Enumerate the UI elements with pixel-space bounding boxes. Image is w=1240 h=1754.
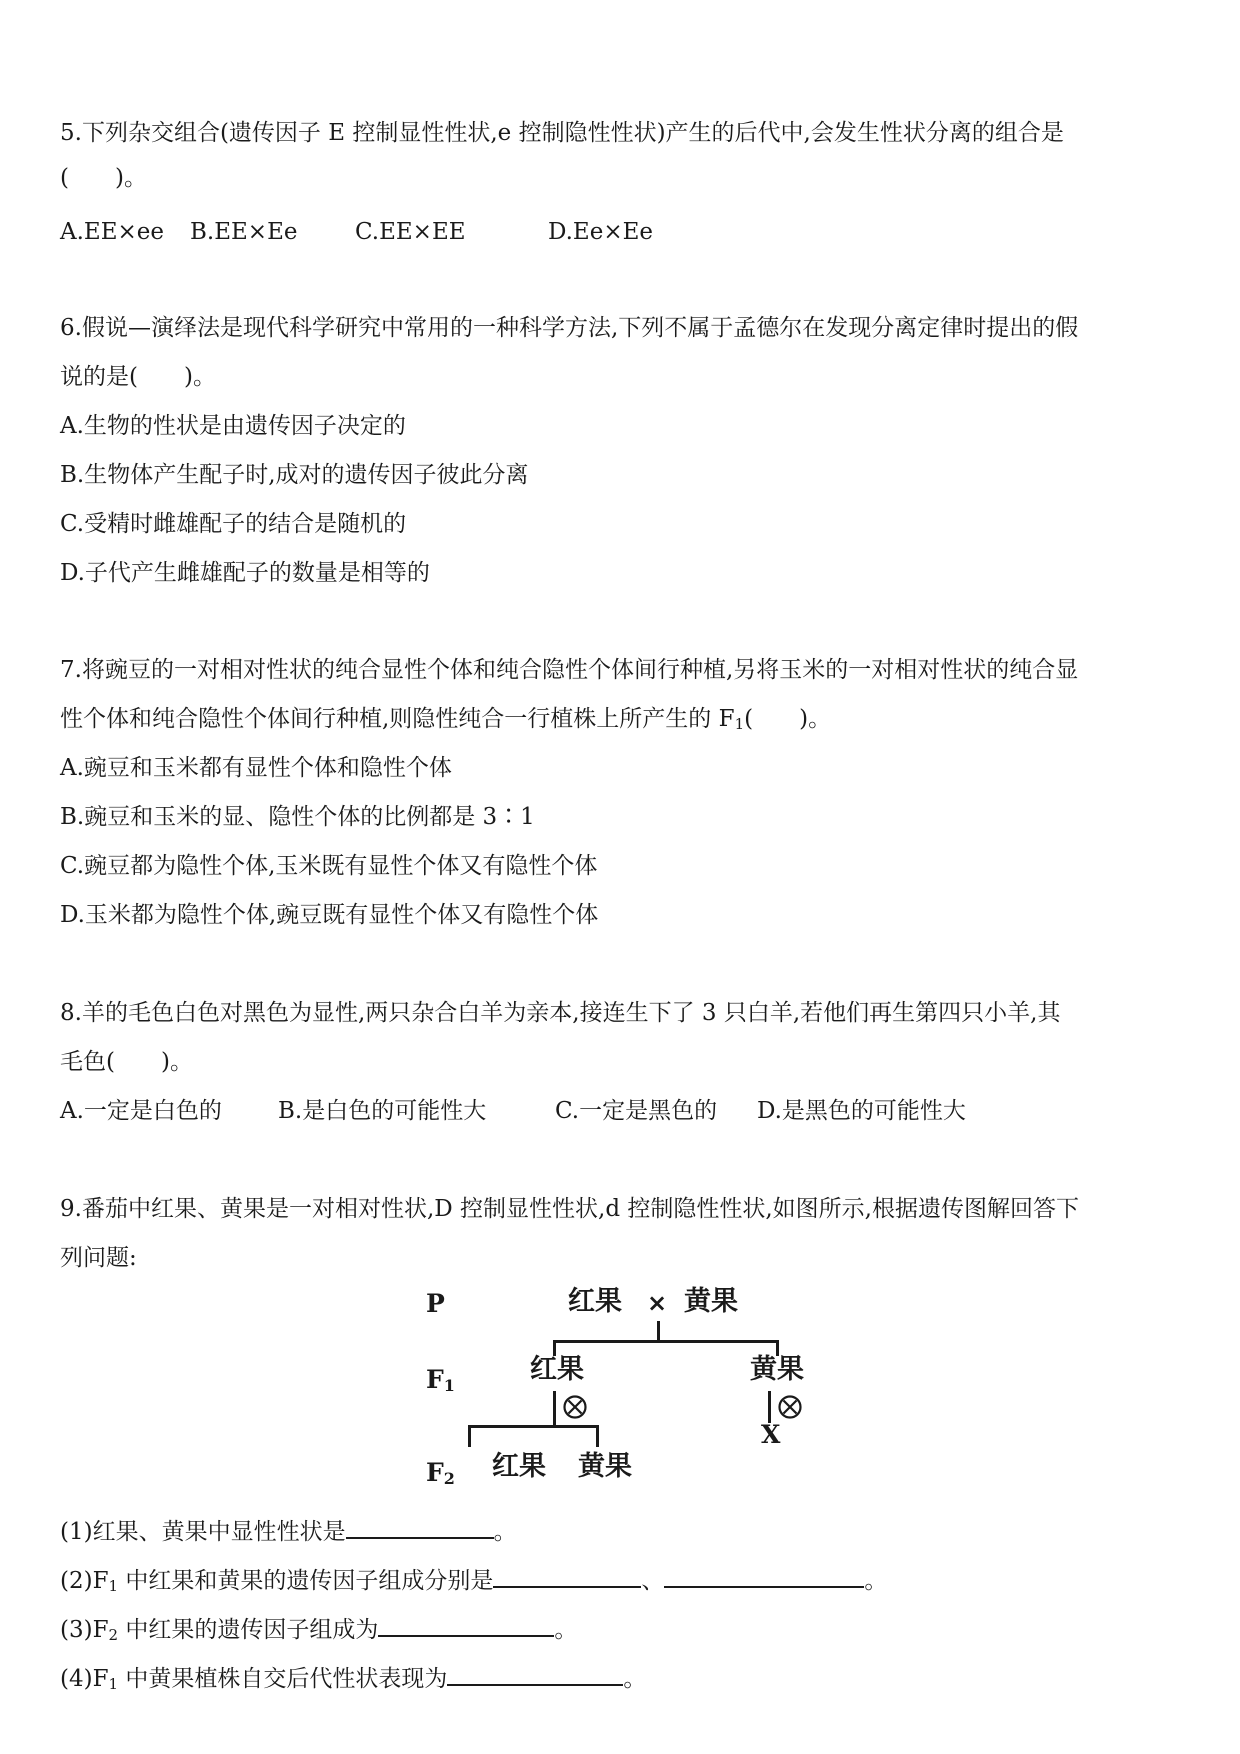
q9-sub2-answer-blank-2[interactable] (664, 1564, 864, 1588)
q9-sub4-end: 。 (623, 1666, 647, 1692)
q6-option-b: B.生物体产生配子时,成对的遗传因子彼此分离 (60, 462, 529, 488)
q9-sub3-prefix: (3)F (60, 1617, 109, 1643)
parent-yellow-fruit: 黄果 (684, 1286, 738, 1317)
q6-stem-line1: 6.假说—演绎法是现代科学研究中常用的一种科学方法,下列不属于孟德尔在发现分离定律时提出的假 (60, 315, 1079, 341)
f1-branch-line (553, 1340, 779, 1343)
q9-sub3-subscript: 2 (108, 1626, 119, 1644)
q9-sub3 (60, 1613, 577, 1645)
q9-sub4 (60, 1662, 646, 1694)
f2-letter: F (426, 1458, 444, 1487)
q9-sub3-answer-blank[interactable] (378, 1613, 554, 1637)
q8-option-b: B.是白色的可能性大 (278, 1098, 487, 1124)
f1-red-fruit: 红果 (530, 1354, 584, 1385)
q8-option-d: D.是黑色的可能性大 (757, 1098, 966, 1124)
diagram-generation-f1 (426, 1365, 455, 1395)
q9-stem-line1: 9.番茄中红果、黄果是一对相对性状,D 控制显性性状,d 控制隐性性状,如图所示,根据遗传图解回答下 (60, 1196, 1079, 1222)
q7-stem-line2-end: ( )。 (744, 706, 832, 732)
q7-option-c: C.豌豆都为隐性个体,玉米既有显性个体又有隐性个体 (60, 853, 598, 879)
q5-option-a: A.EE×ee (60, 219, 164, 245)
q5-option-b: B.EE×Ee (190, 219, 298, 245)
q9-sub1-answer-blank[interactable] (346, 1515, 494, 1539)
q9-sub2-separator: 、 (641, 1568, 665, 1594)
q8-option-c: C.一定是黑色的 (555, 1098, 718, 1124)
q5-option-d: D.Ee×Ee (548, 219, 654, 245)
f2-red-fruit: 红果 (492, 1451, 546, 1482)
f2-branch-line (468, 1425, 599, 1428)
f1-red-selfing-line (553, 1391, 556, 1426)
q6-option-d: D.子代产生雌雄配子的数量是相等的 (60, 560, 430, 586)
q9-sub1-text: (1)红果、黄果中显性性状是 (60, 1519, 346, 1545)
q7-option-d: D.玉米都为隐性个体,豌豆既有显性个体又有隐性个体 (60, 902, 599, 928)
q7-f1-subscript: 1 (734, 715, 745, 733)
diagram-generation-p: P (426, 1289, 445, 1318)
f2-left-drop (468, 1425, 471, 1447)
q9-sub2-subscript: 1 (108, 1577, 119, 1595)
q7-option-b: B.豌豆和玉米的显、隐性个体的比例都是 3∶1 (60, 804, 535, 830)
q9-sub2-answer-blank-1[interactable] (493, 1564, 641, 1588)
selfing-symbol-red (563, 1395, 587, 1419)
q9-sub1 (60, 1515, 517, 1547)
q9-sub2-text: 中红果和黄果的遗传因子组成分别是 (118, 1568, 494, 1594)
q9-sub3-text: 中红果的遗传因子组成为 (118, 1617, 379, 1643)
q9-sub4-subscript: 1 (108, 1675, 119, 1693)
f1-letter: F (426, 1365, 444, 1394)
q7-option-a: A.豌豆和玉米都有显性个体和隐性个体 (60, 755, 452, 781)
q9-sub2-end: 。 (864, 1568, 888, 1594)
selfing-symbol-yellow (778, 1395, 802, 1419)
q9-sub4-answer-blank[interactable] (447, 1662, 623, 1686)
parent-red-fruit: 红果 (568, 1286, 622, 1317)
q8-stem-line2: 毛色( )。 (60, 1049, 193, 1075)
q7-stem-line2-text: 性个体和纯合隐性个体间行种植,则隐性纯合一行植株上所产生的 F (60, 706, 735, 732)
diagram-generation-f2 (426, 1458, 455, 1488)
f2-right-drop (596, 1425, 599, 1447)
parent-cross-line (657, 1321, 660, 1341)
q5-option-c: C.EE×EE (355, 219, 466, 245)
f1-subscript: 1 (443, 1376, 455, 1395)
q5-stem-line1: 5.下列杂交组合(遗传因子 E 控制显性性状,e 控制隐性性状)产生的后代中,会发生性状分离的组合是 (60, 120, 1064, 146)
q7-stem-line1: 7.将豌豆的一对相对性状的纯合显性个体和纯合隐性个体间行种植,另将玉米的一对相对性状的纯合显 (60, 657, 1079, 683)
q9-sub4-text: 中黄果植株自交后代性状表现为 (118, 1666, 448, 1692)
q9-sub3-end: 。 (554, 1617, 578, 1643)
f1-yellow-fruit: 黄果 (750, 1354, 804, 1385)
q7-stem-line2 (60, 704, 831, 734)
f1-yellow-selfing-line (768, 1391, 771, 1423)
q9-stem-line2: 列问题: (60, 1245, 137, 1271)
unknown-offspring-x: X (761, 1420, 781, 1449)
q8-option-a: A.一定是白色的 (60, 1098, 222, 1124)
q9-sub2-prefix: (2)F (60, 1568, 109, 1594)
q9-sub4-prefix: (4)F (60, 1666, 109, 1692)
cross-symbol: × (647, 1289, 668, 1317)
q5-stem-line2: ( )。 (60, 165, 147, 191)
f2-subscript: 2 (443, 1469, 455, 1488)
q6-stem-line2: 说的是( )。 (60, 364, 216, 390)
q6-option-a: A.生物的性状是由遗传因子决定的 (60, 413, 406, 439)
q8-stem-line1: 8.羊的毛色白色对黑色为显性,两只杂合白羊为亲本,接连生下了 3 只白羊,若他们再生第四只小羊,其 (60, 1000, 1061, 1026)
f2-yellow-fruit: 黄果 (578, 1451, 632, 1482)
q6-option-c: C.受精时雌雄配子的结合是随机的 (60, 511, 407, 537)
q9-sub2 (60, 1564, 887, 1596)
q9-sub1-end: 。 (493, 1519, 517, 1545)
genetic-cross-diagram (420, 1285, 840, 1500)
